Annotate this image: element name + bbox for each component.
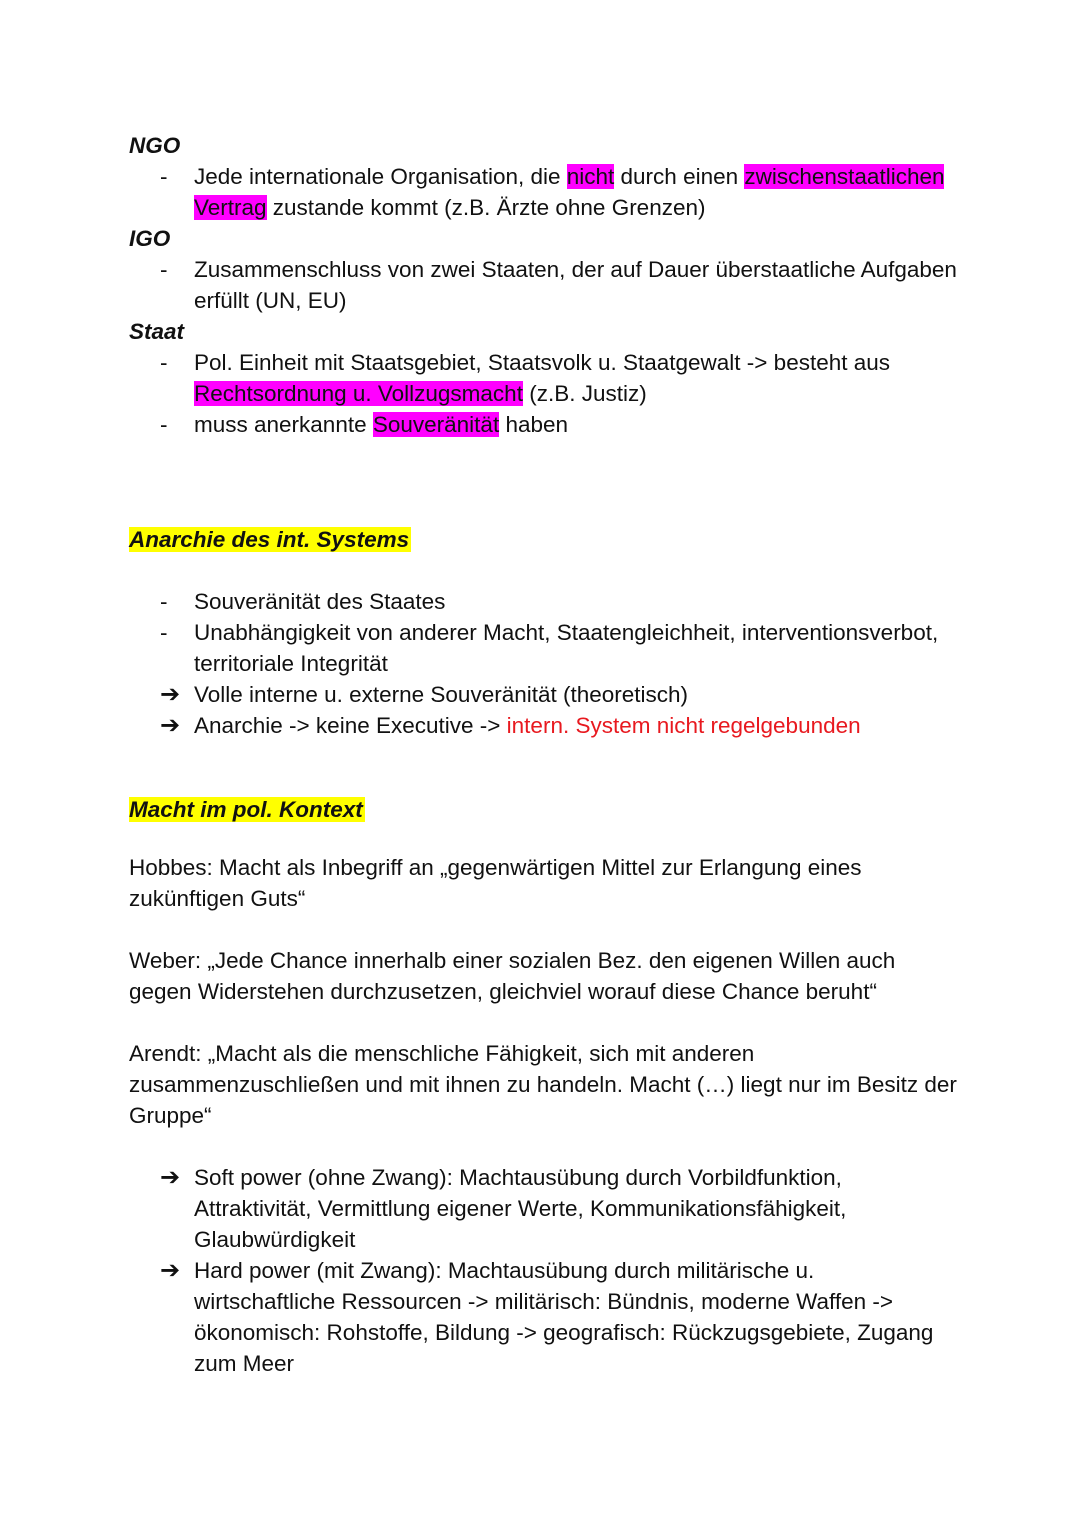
dash-marker	[160, 254, 190, 285]
bullet-list	[129, 586, 959, 741]
list-item	[129, 586, 959, 617]
macht-section	[129, 794, 959, 1379]
section-heading-row	[129, 794, 959, 825]
text-run: Soft power (ohne Zwang): Machtausübung durch Vorbildfunktion, Attraktivität, Vermittlung eigener Werte, Kommunikationsfähigkeit, Glaubwürdigkeit	[194, 1165, 847, 1252]
text-run: haben	[499, 412, 569, 437]
highlighted-text: nicht	[566, 164, 615, 189]
term-heading: Staat	[129, 319, 185, 344]
paragraph-weber: Weber: „Jede Chance innerhalb einer sozialen Bez. den eigenen Willen auch gegen Widerstehen durchzusetzen, gleichviel worauf diese Chance beruht“	[129, 948, 896, 1004]
arrow-right-icon: ➔	[160, 1257, 181, 1284]
list-item	[129, 1162, 959, 1255]
dash-marker	[160, 586, 190, 617]
anarchie-section	[129, 524, 959, 741]
bullet-list	[129, 161, 959, 223]
paragraph-hobbes: Hobbes: Macht als Inbegriff an „gegenwärtigen Mittel zur Erlangung eines zukünftigen Guts“	[129, 855, 862, 911]
text-run: muss anerkannte	[194, 412, 373, 437]
text-run: Souveränität des Staates	[194, 589, 446, 614]
text-run: Pol. Einheit mit Staatsgebiet, Staatsvolk u. Staatgewalt -> besteht aus	[194, 350, 891, 375]
list-item	[129, 1255, 959, 1379]
list-item	[129, 679, 959, 710]
section-heading: Macht im pol. Kontext	[129, 797, 363, 822]
list-item	[129, 710, 959, 741]
section-heading-row	[129, 524, 959, 555]
red-text: intern. System nicht regelgebunden	[506, 713, 861, 738]
dash-marker	[160, 347, 190, 378]
list-item	[129, 161, 959, 223]
dash-marker	[160, 161, 190, 192]
dash-marker	[160, 409, 190, 440]
dash-marker	[160, 617, 190, 648]
document-page	[129, 130, 959, 1379]
definition-staat	[129, 316, 959, 440]
arrow-right-icon: ➔	[160, 712, 181, 739]
bullet-list	[129, 1162, 959, 1379]
term-heading: IGO	[129, 226, 171, 251]
definition-igo	[129, 223, 959, 316]
highlighted-text: Souveränität	[372, 412, 500, 437]
section-heading: Anarchie des int. Systems	[129, 527, 410, 552]
highlighted-text: zwischenstaatlichen Vertrag	[194, 164, 945, 220]
term-heading: NGO	[129, 133, 181, 158]
bullet-list	[129, 254, 959, 316]
text-run: zustande kommt (z.B. Ärzte ohne Grenzen)	[266, 195, 706, 220]
list-item	[129, 409, 959, 440]
text-run: Unabhängigkeit von anderer Macht, Staatengleichheit, interventionsverbot, territoriale Integrität	[194, 620, 939, 676]
paragraph-arendt: Arendt: „Macht als die menschliche Fähigkeit, sich mit anderen zusammenzuschließen und mit ihnen zu handeln. Macht (…) liegt nur im Besitz der Gruppe“	[129, 1041, 957, 1128]
text-run: Jede internationale Organisation, die	[194, 164, 567, 189]
text-run: Anarchie -> keine Executive ->	[194, 713, 507, 738]
text-run: Volle interne u. externe Souveränität (theoretisch)	[194, 682, 689, 707]
arrow-right-icon: ➔	[160, 1164, 181, 1191]
text-run: Zusammenschluss von zwei Staaten, der auf Dauer überstaatliche Aufgaben erfüllt (UN, EU)	[194, 257, 957, 313]
highlighted-text: Rechtsordnung u. Vollzugsmacht	[194, 381, 523, 406]
text-run: Hard power (mit Zwang): Machtausübung durch militärische u. wirtschaftliche Ressourcen -> militärisch: Bündnis, moderne Waffen -> ökonomisch: Rohstoffe, Bildung -> geografisch: Rückzugsgebiete, Zugang zum Meer	[194, 1258, 934, 1376]
text-run: durch einen	[614, 164, 745, 189]
definition-ngo	[129, 130, 959, 223]
list-item	[129, 254, 959, 316]
definitions-section	[129, 130, 959, 440]
text-run: (z.B. Justiz)	[522, 381, 647, 406]
list-item	[129, 617, 959, 679]
bullet-list	[129, 347, 959, 440]
list-item	[129, 347, 959, 409]
arrow-right-icon: ➔	[160, 681, 181, 708]
